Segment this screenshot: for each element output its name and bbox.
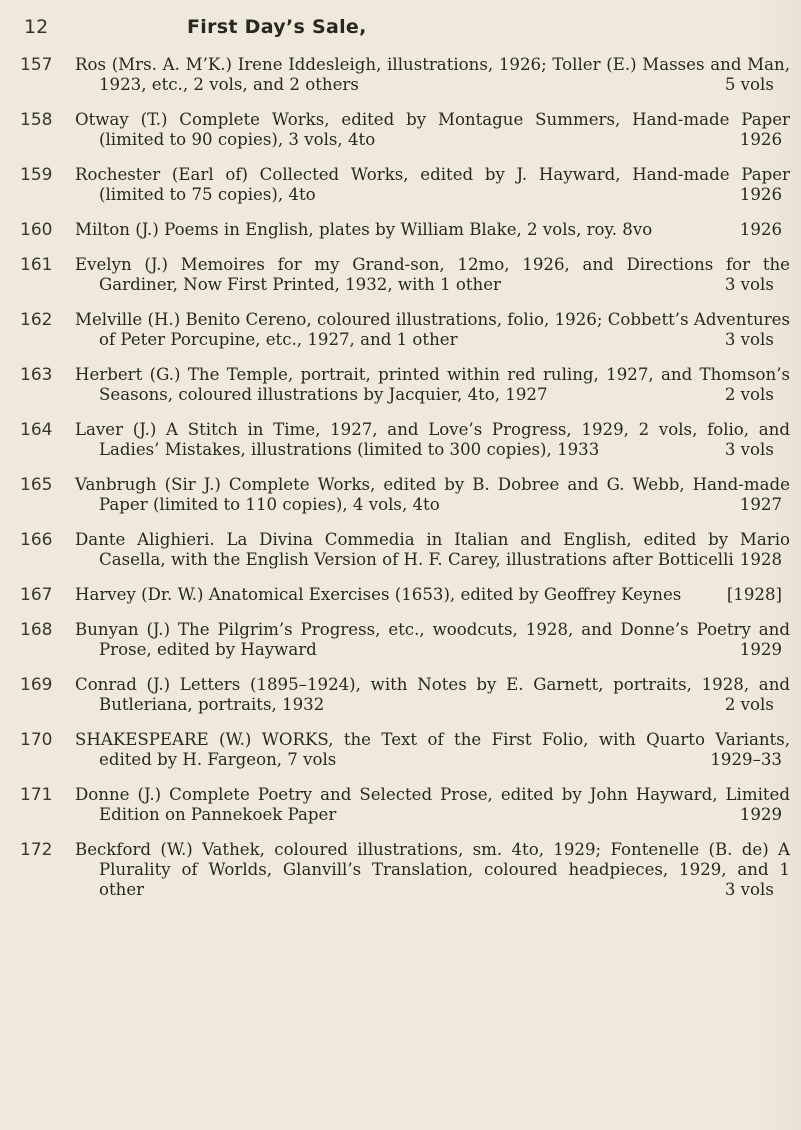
- lot-number: 171: [20, 785, 53, 805]
- lot-number: 160: [20, 220, 53, 240]
- lot-description-text: Beckford (W.) Vathek, coloured illustrations, sm. 4to, 1929; Fontenelle (B. de) A Plurality of Worlds, Glanvill’s Translation, coloured headpieces, 1929, and 1 other: [75, 840, 790, 899]
- lot-description: [75, 730, 790, 770]
- lot-description-text: Milton (J.) Poems in English, plates by William Blake, 2 vols, roy. 8vo: [75, 220, 653, 239]
- lot-description-text: Herbert (G.) The Temple, portrait, printed within red ruling, 1927, and Thomson’s Seasons, coloured illustrations by Jacquier, 4to, 1927: [75, 365, 790, 404]
- lot-number: 159: [20, 165, 53, 185]
- lot-entry: [0, 730, 801, 770]
- lot-number: 163: [20, 365, 53, 385]
- lot-description: [75, 110, 790, 150]
- lot-entry: [0, 110, 801, 150]
- lot-entry: [0, 475, 801, 515]
- lot-end-note: 2 vols: [724, 695, 774, 714]
- lot-description-text: Laver (J.) A Stitch in Time, 1927, and Love’s Progress, 1929, 2 vols, folio, and Ladies’ Mistakes, illustrations (limited to 300 copies), 1933: [75, 420, 790, 459]
- lot-entry: [0, 530, 801, 570]
- lot-end-note: 1928: [739, 550, 782, 569]
- lot-end-note: 1929: [739, 805, 782, 824]
- lot-entry: [0, 55, 801, 95]
- lot-end-note: 2 vols: [724, 385, 774, 404]
- lot-description-text: Donne (J.) Complete Poetry and Selected Prose, edited by John Hayward, Limited Edition on Pannekoek Paper: [75, 785, 790, 824]
- lot-end-note: 1926: [739, 220, 782, 239]
- lot-description: [75, 55, 790, 95]
- lot-entry: [0, 220, 801, 240]
- lot-number: 164: [20, 420, 53, 440]
- lot-description-text: Vanbrugh (Sir J.) Complete Works, edited by B. Dobree and G. Webb, Hand-made Paper (limited to 110 copies), 4 vols, 4to: [75, 475, 790, 514]
- lot-description: [75, 840, 790, 900]
- lot-description: [75, 530, 790, 570]
- lot-number: 172: [20, 840, 53, 860]
- lot-description: [75, 165, 790, 205]
- lot-entry: [0, 365, 801, 405]
- lot-description: [75, 420, 790, 460]
- lot-description: [75, 365, 790, 405]
- lot-description-text: Evelyn (J.) Memoires for my Grand-son, 12mo, 1926, and Directions for the Gardiner, Now First Printed, 1932, with 1 other: [75, 255, 790, 294]
- lot-end-note: 1929–33: [710, 750, 782, 769]
- lot-description-text: Harvey (Dr. W.) Anatomical Exercises (1653), edited by Geoffrey Keynes: [75, 585, 682, 604]
- lot-description-text: SHAKESPEARE (W.) WORKS, the Text of the First Folio, with Quarto Variants, edited by H. Fargeon, 7 vols: [75, 730, 790, 769]
- lot-description-text: Otway (T.) Complete Works, edited by Montague Summers, Hand-made Paper (limited to 90 copies), 3 vols, 4to: [75, 110, 790, 149]
- lot-end-note: 3 vols: [724, 880, 774, 899]
- lot-number: 157: [20, 55, 53, 75]
- lot-entry: [0, 675, 801, 715]
- lot-description: [75, 310, 790, 350]
- lot-end-note: 3 vols: [724, 275, 774, 294]
- lot-entry: [0, 840, 801, 900]
- lot-list: [0, 55, 801, 915]
- lot-description-text: Dante Alighieri. La Divina Commedia in Italian and English, edited by Mario Casella, with the English Version of H. F. Carey, illustrations after Botticelli: [75, 530, 790, 569]
- lot-description-text: Rochester (Earl of) Collected Works, edited by J. Hayward, Hand-made Paper (limited to 75 copies), 4to: [75, 165, 790, 204]
- lot-end-note: [1928]: [726, 585, 782, 604]
- lot-end-note: 5 vols: [724, 75, 774, 94]
- lot-entry: [0, 585, 801, 605]
- lot-end-note: 1927: [739, 495, 782, 514]
- lot-description-text: Bunyan (J.) The Pilgrim’s Progress, etc., woodcuts, 1928, and Donne’s Poetry and Prose, edited by Hayward: [75, 620, 790, 659]
- lot-number: 161: [20, 255, 53, 275]
- lot-description: [75, 220, 790, 240]
- page-number: 12: [24, 16, 49, 38]
- lot-end-note: 1926: [739, 185, 782, 204]
- lot-end-note: 3 vols: [724, 330, 774, 349]
- lot-number: 167: [20, 585, 53, 605]
- lot-entry: [0, 310, 801, 350]
- lot-entry: [0, 785, 801, 825]
- lot-entry: [0, 620, 801, 660]
- lot-description: [75, 620, 790, 660]
- lot-number: 158: [20, 110, 53, 130]
- lot-description-text: Ros (Mrs. A. M’K.) Irene Iddesleigh, illustrations, 1926; Toller (E.) Masses and Man, 1923, etc., 2 vols, and 2 others: [75, 55, 790, 94]
- lot-number: 162: [20, 310, 53, 330]
- lot-description: [75, 675, 790, 715]
- lot-number: 165: [20, 475, 53, 495]
- lot-entry: [0, 255, 801, 295]
- lot-end-note: 1926: [739, 130, 782, 149]
- page-header: [0, 16, 801, 40]
- lot-number: 166: [20, 530, 53, 550]
- lot-description: [75, 785, 790, 825]
- lot-end-note: 3 vols: [724, 440, 774, 459]
- lot-entry: [0, 420, 801, 460]
- lot-entry: [0, 165, 801, 205]
- lot-description: [75, 255, 790, 295]
- lot-description: [75, 475, 790, 515]
- lot-number: 170: [20, 730, 53, 750]
- lot-number: 169: [20, 675, 53, 695]
- lot-description-text: Conrad (J.) Letters (1895–1924), with Notes by E. Garnett, portraits, 1928, and Butleriana, portraits, 1932: [75, 675, 790, 714]
- lot-end-note: 1929: [739, 640, 782, 659]
- lot-description: [75, 585, 790, 605]
- lot-description-text: Melville (H.) Benito Cereno, coloured illustrations, folio, 1926; Cobbett’s Adventures of Peter Porcupine, etc., 1927, and 1 other: [75, 310, 790, 349]
- running-title: First Day’s Sale,: [187, 16, 367, 38]
- lot-number: 168: [20, 620, 53, 640]
